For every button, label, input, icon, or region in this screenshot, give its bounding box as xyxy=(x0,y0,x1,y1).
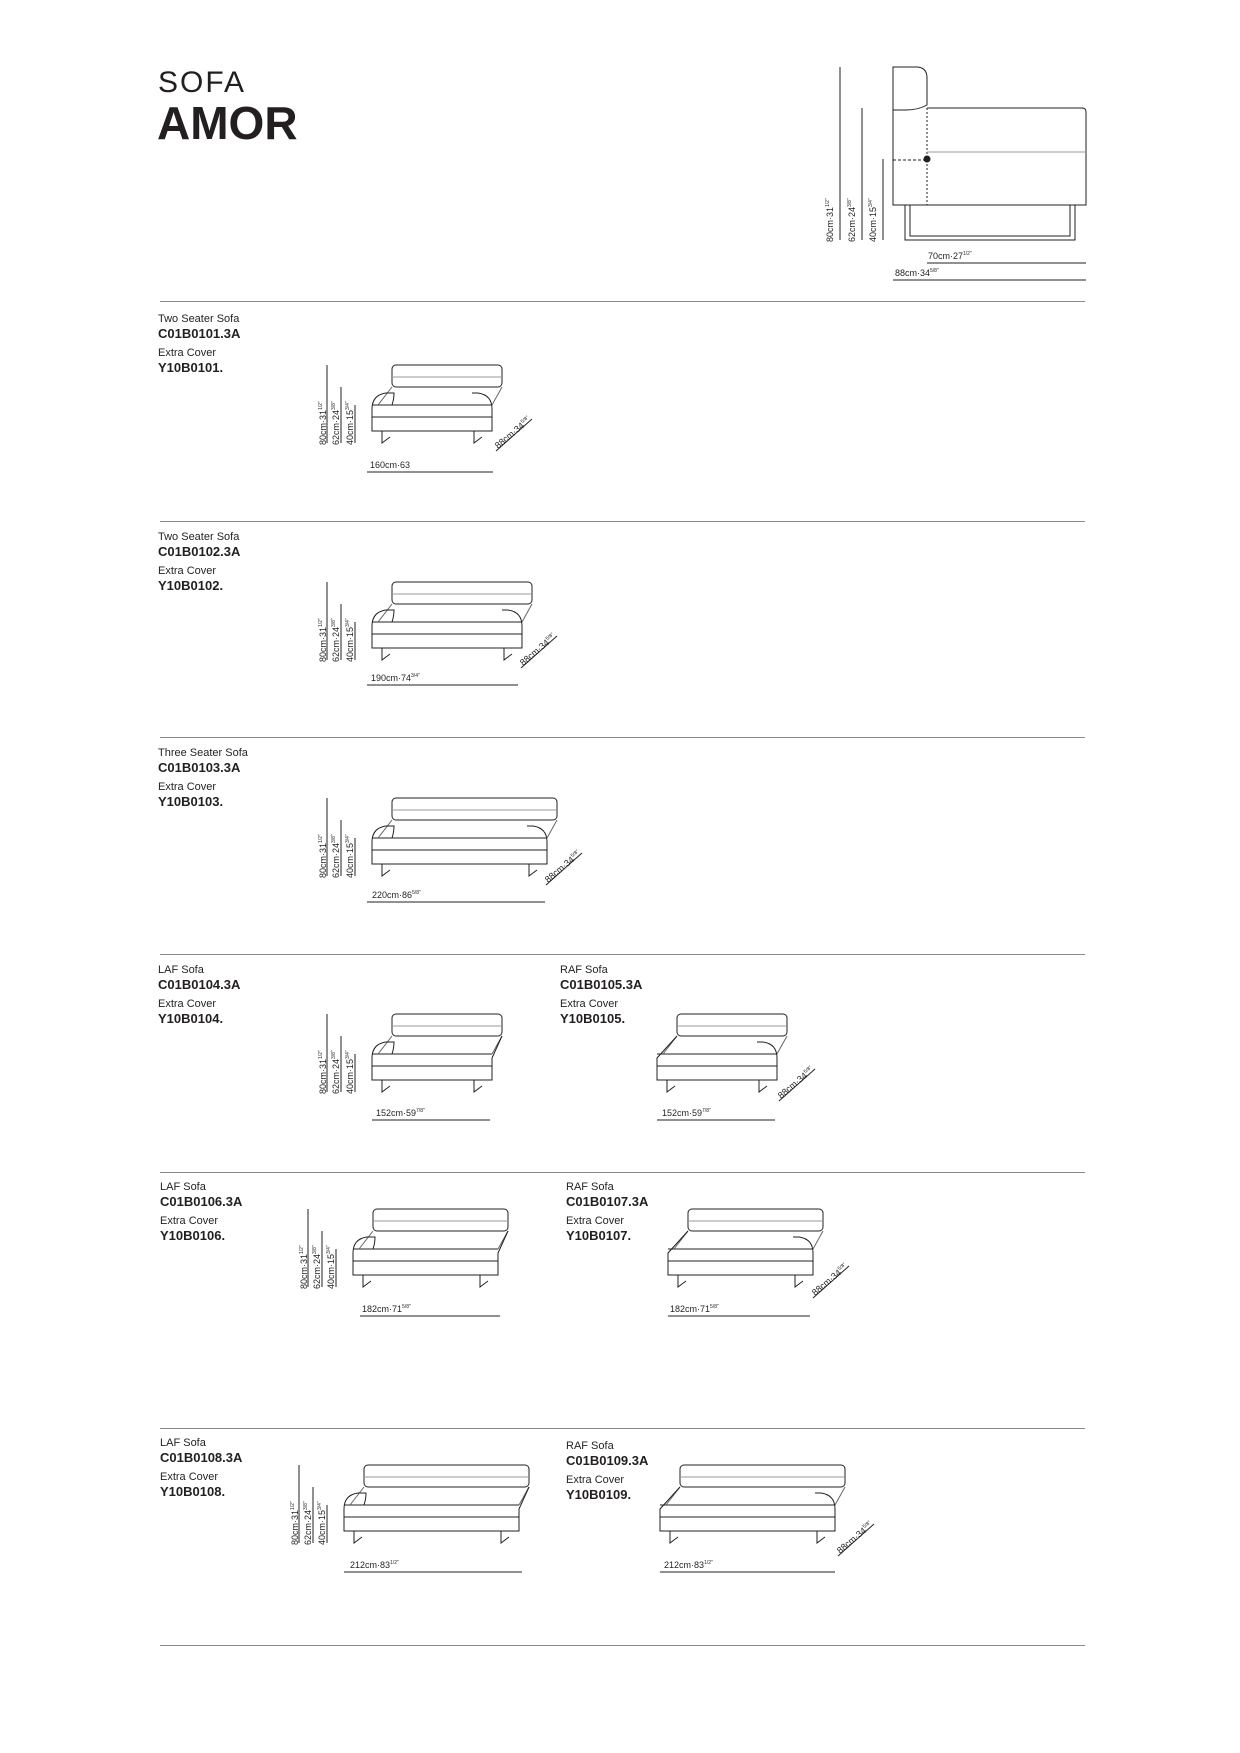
side-height-40: $40cm\cdot 15^{3/4"}$ xyxy=(868,198,878,242)
height-label-80: $80cm\cdot 31^{1/2"}$ xyxy=(318,401,328,445)
cover-label: Extra Cover xyxy=(560,998,619,1010)
sofa-back xyxy=(688,1209,823,1231)
height-label-62: $62cm\cdot 24^{3/8"}$ xyxy=(312,1245,322,1289)
width-label: $152cm\cdot 59^{7/8"}$ xyxy=(376,1108,425,1118)
sofa-seat-front xyxy=(660,1517,835,1531)
sofa-seat-front xyxy=(372,850,547,864)
sofa-seat-depth xyxy=(378,1036,502,1054)
product-code: C01B0107.3A xyxy=(566,1194,649,1209)
product-name: Two Seater Sofa xyxy=(158,531,240,543)
sofa-drawing xyxy=(668,1209,849,1316)
cover-label: Extra Cover xyxy=(566,1474,625,1486)
sofa-drawing xyxy=(308,1209,508,1316)
sofa-right-arm xyxy=(793,1237,813,1275)
width-label: $182cm\cdot 71^{5/8"}$ xyxy=(670,1304,719,1314)
depth-label: $88cm\cdot 34^{5/8"}$ xyxy=(775,1064,814,1101)
sofa-legs xyxy=(382,431,482,443)
product-code: C01B0106.3A xyxy=(160,1194,243,1209)
sofa-seat-front xyxy=(668,1261,813,1275)
width-label: $182cm\cdot 71^{5/8"}$ xyxy=(362,1304,411,1314)
sofa-legs xyxy=(382,648,512,660)
width-label: $212cm\cdot 83^{1/2"}$ xyxy=(664,1560,713,1570)
width-label: 160cm·63 xyxy=(370,460,411,470)
product-name: LAF Sofa xyxy=(158,964,204,976)
product-name: Three Seater Sofa xyxy=(158,747,248,759)
width-label: $190cm\cdot 74^{3/4"}$ xyxy=(371,673,420,683)
sofa-seat-depth xyxy=(663,1036,787,1054)
category-title: SOFA xyxy=(158,66,247,99)
sofa-seat-depth xyxy=(666,1487,845,1505)
sofa-right-arm xyxy=(527,826,547,864)
sofa-back xyxy=(680,1465,845,1487)
cover-label: Extra Cover xyxy=(158,347,217,359)
height-label-80: $80cm\cdot 31^{1/2"}$ xyxy=(318,618,328,662)
product-code: C01B0108.3A xyxy=(160,1450,243,1465)
sofa-back xyxy=(392,1014,502,1036)
height-label-80: $80cm\cdot 31^{1/2"}$ xyxy=(290,1501,300,1545)
sofa-seat-depth xyxy=(350,1487,529,1505)
height-label-80: $80cm\cdot 31^{1/2"}$ xyxy=(318,834,328,878)
cover-code: Y10B0104. xyxy=(158,1011,224,1026)
sofa-seat-depth xyxy=(378,387,502,405)
height-label-80: $80cm\cdot 31^{1/2"}$ xyxy=(318,1050,328,1094)
sofa-legs xyxy=(354,1531,509,1543)
height-label-62: $62cm\cdot 24^{3/8"}$ xyxy=(303,1501,313,1545)
sofa-drawing xyxy=(327,798,582,902)
height-label-62: $62cm\cdot 24^{3/8"}$ xyxy=(331,618,341,662)
model-title: AMOR xyxy=(157,97,298,149)
height-label-40: $40cm\cdot 15^{3/4"}$ xyxy=(326,1245,336,1289)
sofa-back xyxy=(392,365,502,387)
sofa-legs xyxy=(667,1080,767,1092)
cover-label: Extra Cover xyxy=(158,565,217,577)
cover-code: Y10B0103. xyxy=(158,794,224,809)
height-label-62: $62cm\cdot 24^{3/8"}$ xyxy=(331,401,341,445)
depth-label: $88cm\cdot 34^{5/8"}$ xyxy=(834,1519,873,1556)
height-label-40: $40cm\cdot 15^{3/4"}$ xyxy=(345,401,355,445)
side-height-80: $80cm\cdot 31^{1/2"}$ xyxy=(825,198,835,242)
sofa-back xyxy=(392,582,532,604)
product-code: C01B0102.3A xyxy=(158,544,241,559)
product-name: Two Seater Sofa xyxy=(158,313,240,325)
product-name: RAF Sofa xyxy=(566,1440,614,1452)
sofa-seat-depth xyxy=(378,820,557,838)
depth-label: $88cm\cdot 34^{5/8"}$ xyxy=(542,848,581,885)
sofa-drawing xyxy=(327,582,557,685)
product-code: C01B0109.3A xyxy=(566,1453,649,1468)
width-label: $152cm\cdot 59^{7/8"}$ xyxy=(662,1108,711,1118)
side-height-62: $62cm\cdot 24^{3/8"}$ xyxy=(847,198,857,242)
sofa-right-arm xyxy=(472,393,492,431)
sofa-seat-front xyxy=(657,1066,777,1080)
sofa-drawing xyxy=(327,365,532,472)
sofa-seat-depth xyxy=(378,604,532,622)
sofa-seat-front xyxy=(344,1517,519,1531)
sofa-right-arm xyxy=(502,610,522,648)
cover-label: Extra Cover xyxy=(566,1215,625,1227)
sofa-seat-front xyxy=(372,1066,492,1080)
sofa-legs xyxy=(363,1275,488,1287)
product-name: LAF Sofa xyxy=(160,1437,206,1449)
product-name: RAF Sofa xyxy=(560,964,608,976)
height-label-40: $40cm\cdot 15^{3/4"}$ xyxy=(345,618,355,662)
cover-label: Extra Cover xyxy=(158,781,217,793)
sofa-seat-depth xyxy=(359,1231,508,1249)
sofa-seat-front xyxy=(353,1261,498,1275)
sofa-legs xyxy=(382,864,537,876)
cover-code: Y10B0108. xyxy=(160,1484,226,1499)
cover-code: Y10B0109. xyxy=(566,1487,632,1502)
cover-code: Y10B0101. xyxy=(158,360,224,375)
cover-code: Y10B0102. xyxy=(158,578,224,593)
sofa-right-arm xyxy=(757,1042,777,1080)
sofa-drawings xyxy=(290,365,875,1572)
sofa-seat-depth xyxy=(674,1231,823,1249)
product-name: LAF Sofa xyxy=(160,1181,206,1193)
side-depth-total: $88cm\cdot 34^{5/8"}$ xyxy=(895,268,939,278)
sofa-drawing xyxy=(299,1465,529,1572)
sofa-drawing xyxy=(657,1014,815,1120)
height-label-62: $62cm\cdot 24^{3/8"}$ xyxy=(331,834,341,878)
width-label: $220cm\cdot 86^{5/8"}$ xyxy=(372,890,421,900)
product-code: C01B0105.3A xyxy=(560,977,643,992)
sofa-back xyxy=(373,1209,508,1231)
depth-label: $88cm\cdot 34^{5/8"}$ xyxy=(517,631,556,668)
sofa-legs xyxy=(678,1275,803,1287)
height-label-40: $40cm\cdot 15^{3/4"}$ xyxy=(345,834,355,878)
sofa-back xyxy=(392,798,557,820)
cover-code: Y10B0107. xyxy=(566,1228,632,1243)
width-label: $212cm\cdot 83^{1/2"}$ xyxy=(350,1560,399,1570)
cover-code: Y10B0106. xyxy=(160,1228,226,1243)
sofa-right-arm xyxy=(815,1493,835,1531)
height-label-40: $40cm\cdot 15^{3/4"}$ xyxy=(345,1050,355,1094)
cover-label: Extra Cover xyxy=(160,1471,219,1483)
product-code: C01B0104.3A xyxy=(158,977,241,992)
sofa-drawing xyxy=(660,1465,874,1572)
side-elevation-drawing xyxy=(840,67,1086,280)
sofa-legs xyxy=(670,1531,825,1543)
depth-label: $88cm\cdot 34^{5/8"}$ xyxy=(809,1261,848,1298)
product-code: C01B0101.3A xyxy=(158,326,241,341)
cover-label: Extra Cover xyxy=(160,1215,219,1227)
sofa-back xyxy=(364,1465,529,1487)
sofa-seat-front xyxy=(372,417,492,431)
sofa-back xyxy=(677,1014,787,1036)
side-depth-seat: $70cm\cdot 27^{1/2"}$ xyxy=(928,251,972,261)
cover-label: Extra Cover xyxy=(158,998,217,1010)
sofa-seat-front xyxy=(372,634,522,648)
cover-code: Y10B0105. xyxy=(560,1011,626,1026)
sofa-legs xyxy=(382,1080,482,1092)
height-label-62: $62cm\cdot 24^{3/8"}$ xyxy=(331,1050,341,1094)
product-code: C01B0103.3A xyxy=(158,760,241,775)
depth-label: $88cm\cdot 34^{5/8"}$ xyxy=(492,414,531,451)
height-label-80: $80cm\cdot 31^{1/2"}$ xyxy=(299,1245,309,1289)
product-name: RAF Sofa xyxy=(566,1181,614,1193)
height-label-40: $40cm\cdot 15^{3/4"}$ xyxy=(317,1501,327,1545)
